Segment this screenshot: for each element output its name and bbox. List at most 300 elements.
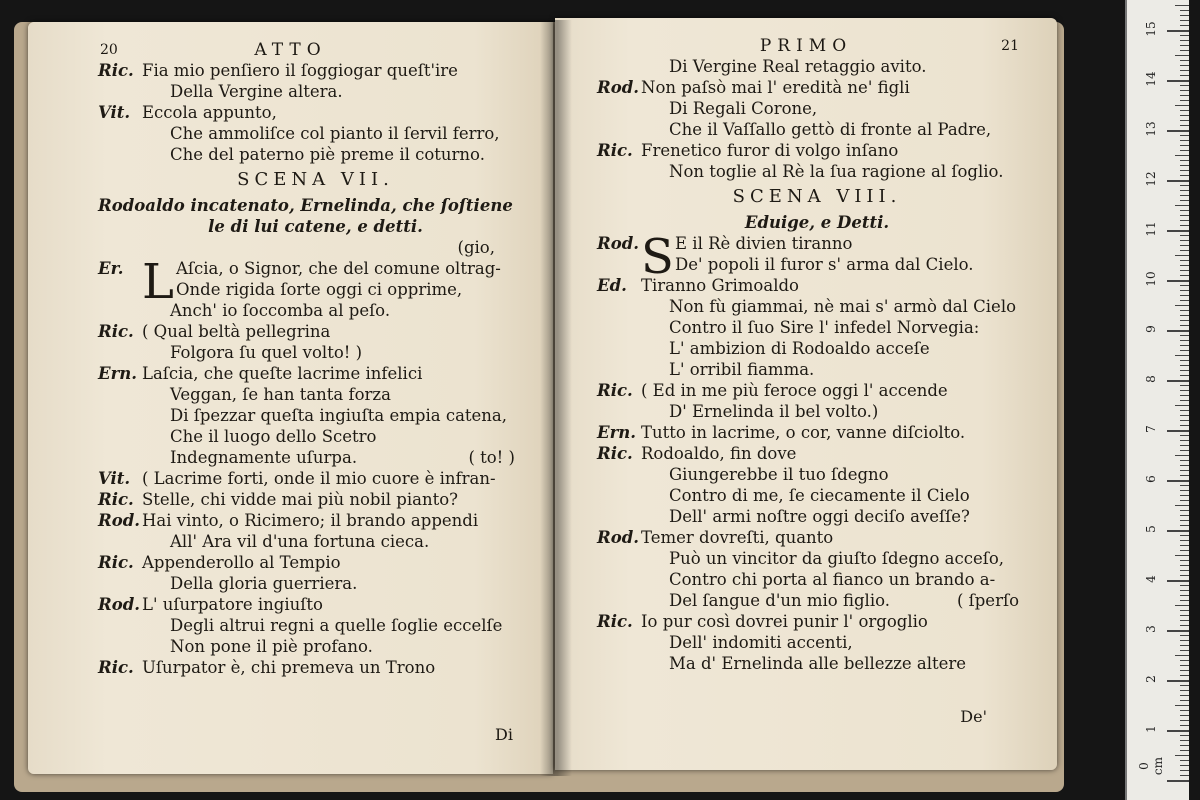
- ruler-tick: [1180, 290, 1189, 291]
- speaker-label: Ric.: [98, 553, 134, 572]
- ruler-tick: [1180, 50, 1189, 51]
- right-page-text: [597, 56, 1037, 674]
- ruler-tick: [1167, 580, 1189, 582]
- ruler-tick: [1167, 280, 1189, 282]
- verse-text: De' popoli il furor s' arma dal Cielo.: [675, 255, 974, 274]
- ruler-tick: [1180, 490, 1189, 491]
- ruler-tick: [1180, 620, 1189, 621]
- measurement-ruler: [1125, 0, 1189, 800]
- verse-text: Che il luogo dello Scetro: [170, 427, 377, 446]
- stage-direction-text: Rodoaldo incatenato, Ernelinda, che ſoſtiene: [98, 196, 513, 215]
- ruler-tick: [1180, 140, 1189, 141]
- ruler-tick: [1175, 355, 1189, 356]
- verse-text: Contro il ſuo Sire l' infedel Norvegia:: [669, 318, 980, 337]
- verse-text: Ma d' Ernelinda alle bellezze altere: [669, 654, 967, 673]
- ruler-tick: [1180, 315, 1189, 316]
- verse-line: [597, 653, 1037, 674]
- ruler-tick: [1180, 300, 1189, 301]
- speaker-label: Vit.: [98, 469, 131, 488]
- ruler-tick: [1175, 55, 1189, 56]
- ruler-label: 6: [1144, 475, 1158, 483]
- verse-line: [98, 321, 533, 342]
- ruler-tick: [1180, 535, 1189, 536]
- verse-text: Io pur così dovrei punir l' orgoglio: [641, 612, 928, 631]
- speaker-label: Ern.: [98, 364, 138, 383]
- verse-line: [98, 102, 533, 123]
- ruler-tick: [1167, 780, 1189, 782]
- ruler-tick: [1180, 225, 1189, 226]
- ruler-tick: [1180, 450, 1189, 451]
- ruler-tick: [1175, 155, 1189, 156]
- ruler-tick: [1180, 385, 1189, 386]
- verse-text: Non toglie al Rè la ſua ragione al ſoglio.: [669, 162, 1004, 181]
- verse-text: Onde rigida ſorte oggi ci opprime,: [176, 280, 463, 299]
- ruler-tick: [1180, 295, 1189, 296]
- verse-text: Rodoaldo, fin dove: [641, 444, 797, 463]
- verse-line: [597, 401, 1037, 422]
- ruler-tick: [1180, 275, 1189, 276]
- ruler-tick: [1180, 470, 1189, 471]
- ruler-tick: [1167, 480, 1189, 482]
- ruler-tick: [1180, 160, 1189, 161]
- verse-text: Frenetico furor di volgo inſano: [641, 141, 899, 160]
- ruler-tick: [1175, 105, 1189, 106]
- verse-text: Può un vincitor da giuſto ſdegno acceſo,: [669, 549, 1005, 568]
- verse-text: Tiranno Grimoaldo: [641, 276, 799, 295]
- ruler-tick: [1180, 195, 1189, 196]
- verse-line: [597, 317, 1037, 338]
- ruler-tick: [1167, 80, 1189, 82]
- ruler-tick: [1167, 30, 1189, 32]
- verse-text: All' Ara vil d'una fortuna cieca.: [170, 532, 430, 551]
- verse-line: [98, 405, 533, 426]
- ruler-tick: [1175, 255, 1189, 256]
- speaker-label: Vit.: [98, 103, 131, 122]
- ruler-tick: [1180, 635, 1189, 636]
- ruler-tick: [1180, 310, 1189, 311]
- verse-text: Dell' indomiti accenti,: [669, 633, 853, 652]
- ruler-label: 11: [1144, 221, 1158, 237]
- verse-text: Giungerebbe il tuo ſdegno: [669, 465, 889, 484]
- verse-line: [597, 485, 1037, 506]
- ruler-tick: [1175, 605, 1189, 606]
- verse-line: [98, 60, 533, 81]
- ruler-tick: [1180, 100, 1189, 101]
- speaker-label: Ric.: [98, 61, 134, 80]
- ruler-label: 10: [1144, 271, 1158, 287]
- verse-line: [98, 279, 533, 300]
- ruler-tick: [1180, 760, 1189, 761]
- verse-text: Indegnamente uſurpa.: [170, 448, 358, 467]
- verse-text: ( Ed in me più feroce oggi l' accende: [641, 381, 948, 400]
- ruler-tick: [1180, 750, 1189, 751]
- ruler-tick: [1180, 170, 1189, 171]
- ruler-label: 9: [1144, 325, 1158, 333]
- verse-line: [597, 119, 1037, 140]
- verse-line: [597, 254, 1037, 275]
- ruler-tick: [1180, 110, 1189, 111]
- verse-line: [597, 359, 1037, 380]
- ruler-tick: [1175, 555, 1189, 556]
- drop-capital: S: [641, 229, 674, 285]
- ruler-tick: [1167, 430, 1189, 432]
- verse-line: [597, 56, 1037, 77]
- verse-line: [98, 468, 533, 489]
- ruler-tick: [1180, 445, 1189, 446]
- ruler-tick: [1180, 260, 1189, 261]
- ruler-label: 3: [1144, 625, 1158, 633]
- ruler-tick: [1180, 35, 1189, 36]
- verse-line: [98, 615, 533, 636]
- ruler-tick: [1180, 500, 1189, 501]
- ruler-tick: [1180, 685, 1189, 686]
- verse-line: [98, 363, 533, 384]
- ruler-tick: [1180, 395, 1189, 396]
- verse-line: [98, 144, 533, 165]
- verse-text: Anch' io ſoccomba al peſo.: [170, 301, 391, 320]
- ruler-tick: [1180, 400, 1189, 401]
- right-page-number: 21: [1001, 38, 1019, 54]
- verse-text: Della Vergine altera.: [170, 82, 343, 101]
- ruler-tick: [1180, 520, 1189, 521]
- ruler-tick: [1180, 465, 1189, 466]
- verse-text: Appenderollo al Tempio: [142, 553, 341, 572]
- ruler-tick: [1180, 485, 1189, 486]
- ruler-tick: [1180, 590, 1189, 591]
- ruler-tick: [1167, 330, 1189, 332]
- ruler-tick: [1180, 20, 1189, 21]
- ruler-label: 7: [1144, 425, 1158, 433]
- ruler-tick: [1180, 390, 1189, 391]
- verse-text: E il Rè divien tiranno: [675, 234, 853, 253]
- ruler-tick: [1180, 420, 1189, 421]
- left-page: [28, 22, 553, 774]
- ruler-tick: [1180, 670, 1189, 671]
- left-running-head: ATTO: [254, 40, 327, 60]
- verse-text: Veggan, ſe han tanta forza: [170, 385, 391, 404]
- stage-direction: [98, 195, 533, 216]
- verse-line: [98, 573, 533, 594]
- speaker-label: Rod.: [98, 595, 140, 614]
- verse-line: [597, 632, 1037, 653]
- ruler-tick: [1180, 90, 1189, 91]
- ruler-tick: [1180, 200, 1189, 201]
- verse-text: Stelle, chi vidde mai più nobil pianto?: [142, 490, 458, 509]
- ruler-label: 12: [1144, 171, 1158, 187]
- speaker-label: Rod.: [98, 511, 140, 530]
- ruler-tick: [1180, 575, 1189, 576]
- ruler-tick: [1180, 675, 1189, 676]
- verse-line: [98, 552, 533, 573]
- ruler-tick: [1180, 340, 1189, 341]
- ruler-tick: [1180, 425, 1189, 426]
- ruler-tick: [1180, 650, 1189, 651]
- speaker-label: Ed.: [597, 276, 627, 295]
- verse-line: [597, 506, 1037, 527]
- ruler-tick: [1180, 10, 1189, 11]
- ruler-tick: [1180, 70, 1189, 71]
- speaker-label: Er.: [98, 259, 124, 278]
- speaker-label: Ric.: [98, 490, 134, 509]
- verse-line: [98, 384, 533, 405]
- ruler-tick: [1175, 305, 1189, 306]
- verse-line: [597, 275, 1037, 296]
- right-catchword: De': [960, 707, 987, 726]
- ruler-tick: [1180, 570, 1189, 571]
- ruler-tick: [1180, 640, 1189, 641]
- ruler-tick: [1180, 240, 1189, 241]
- ruler-tick: [1180, 40, 1189, 41]
- ruler-tick: [1180, 120, 1189, 121]
- verse-text: Non paſsò mai l' eredità ne' figli: [641, 78, 910, 97]
- verse-text: Eccola appunto,: [142, 103, 277, 122]
- ruler-tick: [1180, 735, 1189, 736]
- verse-text: Che ammoliſce col pianto il ſervil ferro,: [170, 124, 500, 143]
- verse-text: Hai vinto, o Ricimero; il brando appendi: [142, 511, 479, 530]
- verse-line: [597, 569, 1037, 590]
- verse-text: Temer dovreſti, quanto: [641, 528, 834, 547]
- ruler-tick: [1180, 415, 1189, 416]
- verse-text: Di Vergine Real retaggio avito.: [669, 57, 927, 76]
- verse-line: [597, 161, 1037, 182]
- scene-heading-text: SCENA VIII.: [732, 186, 902, 207]
- verse-text: Contro di me, ſe ciecamente il Cielo: [669, 486, 970, 505]
- ruler-tick: [1180, 145, 1189, 146]
- speaker-label: Rod.: [597, 528, 639, 547]
- verse-text: Uſurpator è, chi premeva un Trono: [142, 658, 436, 677]
- ruler-tick: [1175, 755, 1189, 756]
- verse-text: Di Regali Corone,: [669, 99, 818, 118]
- ruler-tick: [1180, 610, 1189, 611]
- ruler-tick: [1180, 435, 1189, 436]
- verse-text: Di ſpezzar queſta ingiuſta empia catena,: [170, 406, 508, 425]
- turnover-tail: ( ſperſo: [956, 591, 1019, 610]
- verse-line: [597, 98, 1037, 119]
- verse-text: L' uſurpatore ingiuſto: [142, 595, 323, 614]
- ruler-tick: [1180, 150, 1189, 151]
- ruler-tick: [1180, 365, 1189, 366]
- turnover-text: (gio,: [457, 238, 495, 257]
- verse-line: [597, 527, 1037, 548]
- ruler-tick: [1180, 600, 1189, 601]
- verse-line: [98, 657, 533, 678]
- left-catchword: Di: [495, 725, 513, 744]
- ruler-tick: [1180, 665, 1189, 666]
- ruler-tick: [1180, 595, 1189, 596]
- ruler-tick: [1167, 180, 1189, 182]
- ruler-label: 8: [1144, 375, 1158, 383]
- verse-line: [98, 510, 533, 531]
- speaker-label: Rod.: [597, 234, 639, 253]
- ruler-tick: [1180, 270, 1189, 271]
- left-page-text: [98, 60, 533, 678]
- ruler-tick: [1167, 630, 1189, 632]
- ruler-tick: [1180, 235, 1189, 236]
- ruler-tick: [1180, 95, 1189, 96]
- ruler-tick: [1180, 215, 1189, 216]
- verse-line: [98, 636, 533, 657]
- ruler-tick: [1180, 525, 1189, 526]
- ruler-tick: [1180, 770, 1189, 771]
- verse-text: Non pone il piè profano.: [170, 637, 373, 656]
- ruler-tick: [1180, 45, 1189, 46]
- right-page: [555, 18, 1057, 770]
- ruler-label: 0 cm: [1137, 756, 1165, 776]
- ruler-tick: [1180, 765, 1189, 766]
- verse-text: L' orribil fiamma.: [669, 360, 815, 379]
- ruler-tick: [1180, 15, 1189, 16]
- ruler-tick: [1180, 210, 1189, 211]
- scene-heading-text: SCENA VII.: [237, 169, 394, 190]
- speaker-label: Ric.: [597, 381, 633, 400]
- ruler-tick: [1180, 175, 1189, 176]
- ruler-tick: [1180, 720, 1189, 721]
- ruler-label: 13: [1144, 121, 1158, 137]
- ruler-tick: [1180, 25, 1189, 26]
- ruler-tick: [1180, 715, 1189, 716]
- verse-line: [98, 300, 533, 321]
- ruler-tick: [1180, 245, 1189, 246]
- verse-text: ( Qual beltà pellegrina: [142, 322, 331, 341]
- ruler-tick: [1175, 705, 1189, 706]
- ruler-tick: [1167, 380, 1189, 382]
- ruler-tick: [1180, 545, 1189, 546]
- ruler-tick: [1180, 335, 1189, 336]
- ruler-tick: [1167, 130, 1189, 132]
- ruler-tick: [1180, 60, 1189, 61]
- drop-capital: L: [142, 254, 174, 310]
- ruler-tick: [1180, 660, 1189, 661]
- ruler-tick: [1180, 565, 1189, 566]
- ruler-tick: [1180, 690, 1189, 691]
- verse-line: [597, 338, 1037, 359]
- ruler-tick: [1180, 410, 1189, 411]
- ruler-tick: [1175, 5, 1189, 6]
- verse-line: [597, 140, 1037, 161]
- scene-heading: [98, 165, 533, 195]
- ruler-tick: [1180, 345, 1189, 346]
- verse-text: Dell' armi noſtre oggi deciſo aveſſe?: [669, 507, 970, 526]
- right-running-head: PRIMO: [759, 36, 853, 56]
- verse-text: Della gloria guerriera.: [170, 574, 358, 593]
- ruler-label: 15: [1144, 21, 1158, 37]
- ruler-tick: [1180, 560, 1189, 561]
- verse-text: D' Ernelinda il bel volto.): [669, 402, 879, 421]
- speaker-label: Ric.: [597, 444, 633, 463]
- verse-text: Non fù giammai, nè mai s' armò dal Cielo: [669, 297, 1017, 316]
- turnover-tail: ( to! ): [468, 448, 515, 467]
- ruler-tick: [1180, 440, 1189, 441]
- ruler-label: 5: [1144, 525, 1158, 533]
- ruler-tick: [1180, 515, 1189, 516]
- verse-line: [597, 464, 1037, 485]
- speaker-label: Ern.: [597, 423, 637, 442]
- speaker-label: Ric.: [98, 658, 134, 677]
- verse-text: Contro chi porta al fianco un brando a-: [669, 570, 996, 589]
- ruler-tick: [1180, 775, 1189, 776]
- verse-line: [597, 380, 1037, 401]
- ruler-label: 1: [1144, 725, 1158, 733]
- speaker-label: Ric.: [98, 322, 134, 341]
- verse-line: [98, 531, 533, 552]
- ruler-tick: [1180, 710, 1189, 711]
- ruler-tick: [1180, 695, 1189, 696]
- verse-text: Folgora ſu quel volto! ): [170, 343, 363, 362]
- left-page-number: 20: [100, 42, 118, 58]
- ruler-tick: [1180, 725, 1189, 726]
- verse-text: L' ambizion di Rodoaldo acceſe: [669, 339, 930, 358]
- ruler-tick: [1180, 540, 1189, 541]
- ruler-tick: [1180, 125, 1189, 126]
- ruler-tick: [1180, 585, 1189, 586]
- ruler-tick: [1180, 700, 1189, 701]
- ruler-tick: [1180, 75, 1189, 76]
- verse-line: [597, 77, 1037, 98]
- ruler-tick: [1180, 495, 1189, 496]
- verse-text: Tutto in lacrime, o cor, vanne diſciolto.: [641, 423, 966, 442]
- verse-text: Che il Vaſſallo gettò di fronte al Padre,: [669, 120, 992, 139]
- ruler-tick: [1180, 375, 1189, 376]
- verse-line: [98, 81, 533, 102]
- speaker-label: Ric.: [597, 612, 633, 631]
- ruler-tick: [1180, 745, 1189, 746]
- ruler-label: 14: [1144, 71, 1158, 87]
- stage-direction-text: le di lui catene, e detti.: [208, 217, 423, 236]
- ruler-tick: [1175, 205, 1189, 206]
- stage-direction-text: Eduige, e Detti.: [744, 213, 890, 232]
- ruler-tick: [1180, 475, 1189, 476]
- verse-text: Del ſangue d'un mio figlio.: [669, 591, 890, 610]
- verse-text: Degli altrui regni a quelle ſoglie eccelſe: [170, 616, 503, 635]
- ruler-tick: [1175, 505, 1189, 506]
- verse-line: [98, 594, 533, 615]
- verse-line: [98, 447, 533, 468]
- ruler-tick: [1180, 350, 1189, 351]
- ruler-tick: [1180, 220, 1189, 221]
- ruler-tick: [1180, 250, 1189, 251]
- verse-line: [597, 590, 1037, 611]
- ruler-tick: [1180, 615, 1189, 616]
- ruler-tick: [1180, 320, 1189, 321]
- verse-line: [597, 422, 1037, 443]
- ruler-tick: [1180, 65, 1189, 66]
- scene-heading: [597, 182, 1037, 212]
- ruler-label: 4: [1144, 575, 1158, 583]
- verse-line: [98, 123, 533, 144]
- verse-line: [98, 342, 533, 363]
- ruler-tick: [1175, 455, 1189, 456]
- ruler-tick: [1180, 460, 1189, 461]
- verse-text: ( Lacrime forti, onde il mio cuore è infran-: [142, 469, 496, 488]
- ruler-tick: [1180, 165, 1189, 166]
- ruler-tick: [1180, 325, 1189, 326]
- ruler-tick: [1180, 135, 1189, 136]
- ruler-tick: [1180, 185, 1189, 186]
- ruler-tick: [1175, 405, 1189, 406]
- ruler-tick: [1180, 115, 1189, 116]
- ruler-tick: [1180, 510, 1189, 511]
- ruler-tick: [1180, 645, 1189, 646]
- ruler-tick: [1180, 265, 1189, 266]
- ruler-tick: [1175, 655, 1189, 656]
- speaker-label: Ric.: [597, 141, 633, 160]
- verse-text: Fia mio penſiero il ſoggiogar queſt'ire: [142, 61, 458, 80]
- stage-direction: [98, 216, 533, 237]
- verse-text: Aſcia, o Signor, che del comune oltrag-: [176, 259, 501, 278]
- verse-line: [98, 489, 533, 510]
- ruler-tick: [1180, 370, 1189, 371]
- verse-line: [597, 611, 1037, 632]
